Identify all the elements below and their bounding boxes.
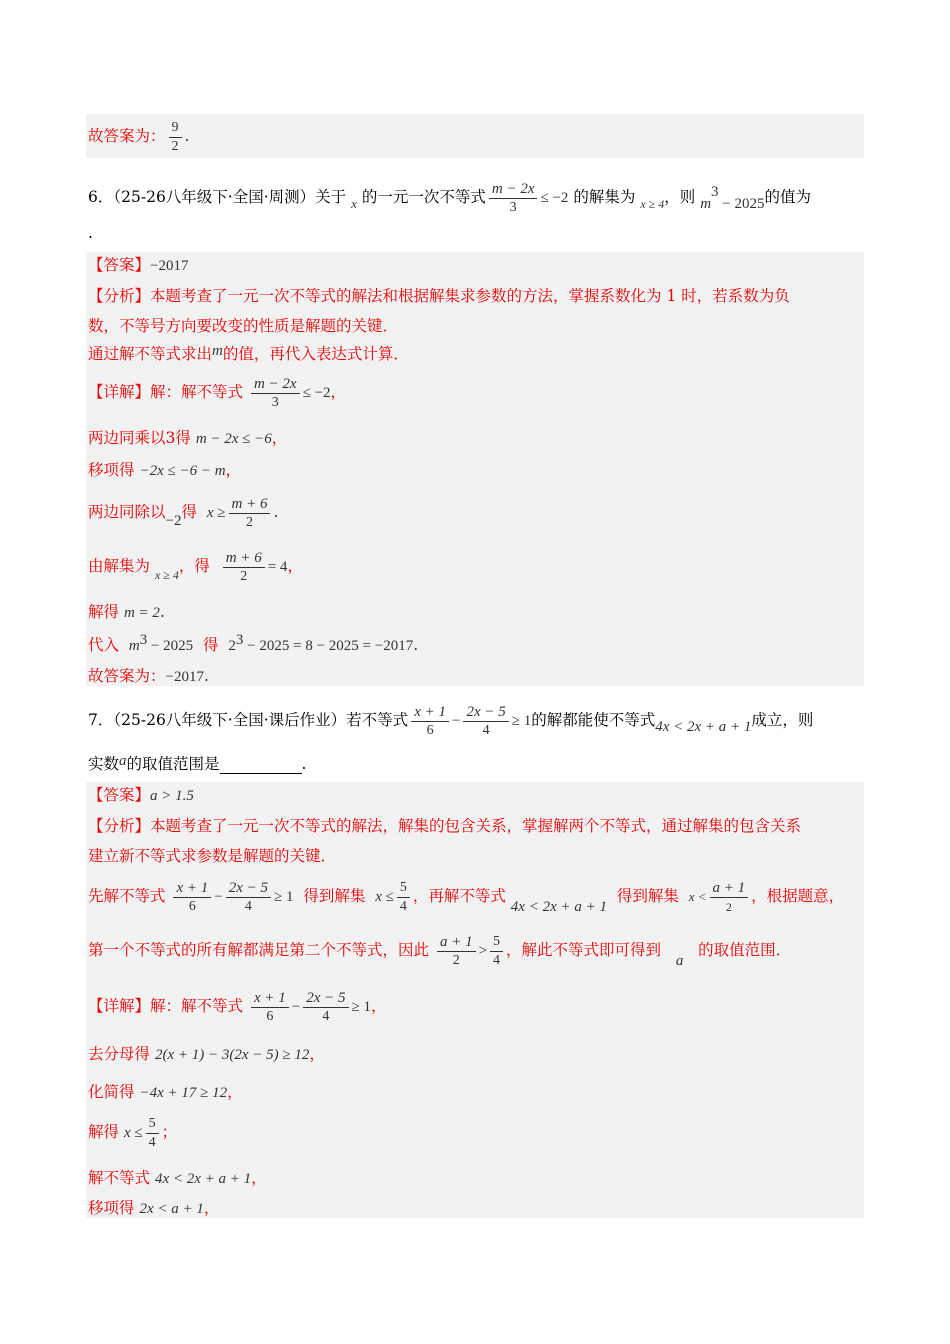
question-source: （25-26八年级下·全国·课后作业） [113, 711, 347, 729]
answer-label: 【答案】 [88, 256, 151, 274]
detail-label: 【详解】 [88, 997, 151, 1015]
answer-label: 【答案】 [88, 786, 151, 804]
answer-value: a > 1.5 [150, 788, 194, 804]
detail-label: 【详解】 [88, 383, 151, 401]
question-7: 7．（25-26八年级下·全国·课后作业）若不等式 $\frac{x + 1}{6}$ − $\frac{2x - 5}{4}$ ≥ 1的解都能使不等式4x < 2x + a + 1成立，则 [88, 703, 814, 738]
analysis-label: 【分析】 [88, 817, 151, 835]
question-source: （25-26八年级下·全国·周测） [113, 188, 316, 207]
prev-answer-fraction: $\frac{9}{2}$ [169, 119, 182, 156]
analysis-label: 【分析】 [88, 287, 151, 305]
q6-trail: . [88, 224, 93, 242]
prev-answer-line: 故答案为： $\frac{9}{2}$ . [88, 119, 190, 154]
q6-fraction: $\frac{m - 2x}{3}$ [489, 180, 538, 217]
answer-blank [220, 757, 302, 774]
prev-answer-block [86, 114, 864, 158]
prev-answer-label: 故答案为： [88, 127, 166, 145]
question-6: 6．（25-26八年级下·全国·周测）关于 $_x$ 的一元一次不等式 $\frac{m - 2x}{3}$ ≤ −2 的解集为 $_{x \ge 4}$，则 $m^3 - 2025$的值为 [88, 180, 812, 215]
answer-value: −2017 [150, 258, 189, 274]
